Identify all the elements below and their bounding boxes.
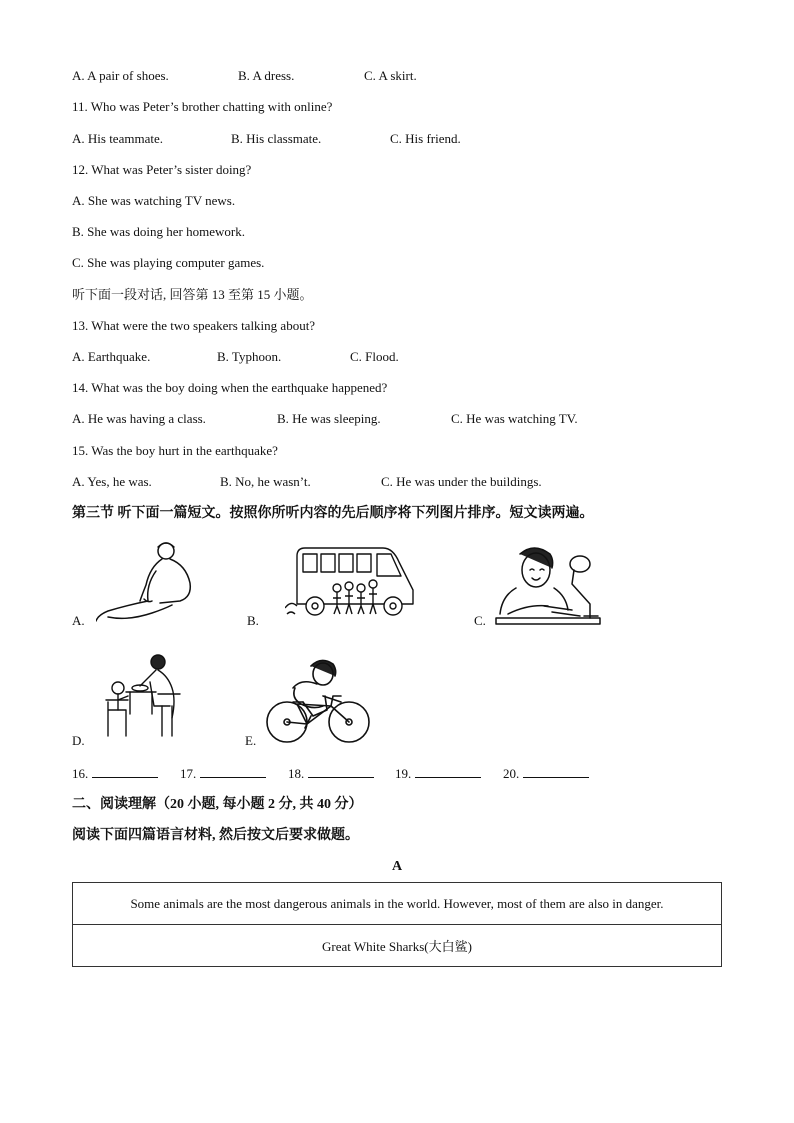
picture-d-label: D. [72,733,85,748]
picture-c-label: C. [474,613,486,628]
answer-20-blank[interactable] [523,765,589,778]
q11-option-c: C. His friend. [390,131,461,146]
massage-helping-person-icon [96,537,212,629]
boy-riding-bicycle-icon [265,658,371,746]
picture-b-label: B. [247,613,259,628]
q15-question: 15. Was the boy hurt in the earthquake? [72,443,278,458]
q13-question: 13. What were the two speakers talking about? [72,318,316,333]
answer-16-label: 16. [72,766,89,781]
mother-feeding-child-icon [100,652,186,738]
answer-17-label: 17. [180,766,197,781]
answer-20-label: 20. [503,766,520,781]
answer-18-blank[interactable] [308,765,374,778]
q12-question: 12. What was Peter’s sister doing? [72,162,252,177]
picture-a-label: A. [72,613,85,628]
listening-instruction: 听下面一段对话, 回答第 13 至第 15 小题。 [72,287,313,302]
q15-option-c: C. He was under the buildings. [381,474,542,489]
passage-a-label: A [391,859,403,874]
q10-option-c: C. A skirt. [364,68,417,83]
bus-with-children-icon [285,542,421,620]
passage-a-table [72,882,722,967]
table-row [73,925,722,967]
q12-option-a: A. She was watching TV news. [72,193,236,208]
q10-option-a: A. A pair of shoes. [72,68,169,83]
q15-option-a: A. Yes, he was. [72,474,152,489]
q12-option-c: C. She was playing computer games. [72,255,265,270]
table-row [73,883,722,925]
answer-19-blank[interactable] [415,765,481,778]
section3-title: 第三节 听下面一篇短文。按照你所听内容的先后顺序将下列图片排序。短文读两遍。 [72,506,594,521]
q14-option-a: A. He was having a class. [72,411,206,426]
q13-option-a: A. Earthquake. [72,349,151,364]
answer-18-label: 18. [288,766,305,781]
part2-title: 二、阅读理解（20 小题, 每小题 2 分, 共 40 分） [72,797,363,812]
q11-question: 11. Who was Peter’s brother chatting with online? [72,99,333,114]
answer-17-blank[interactable] [200,765,266,778]
answer-17[interactable] [180,765,266,782]
answer-16-blank[interactable] [92,765,158,778]
q11-option-a: A. His teammate. [72,131,163,146]
part2-instruction: 阅读下面四篇语言材料, 然后按文后要求做题。 [72,828,359,843]
q13-option-b: B. Typhoon. [217,349,282,364]
table-shark-heading-cell: Great White Sharks(大白鲨) [73,925,722,967]
q11-option-b: B. His classmate. [231,131,322,146]
q10-option-b: B. A dress. [238,68,295,83]
boy-studying-with-lamp-icon [494,544,604,626]
table-intro-cell: Some animals are the most dangerous animals in the world. However, most of them are also in danger. [73,883,722,925]
answer-20[interactable] [503,765,589,782]
q14-option-b: B. He was sleeping. [277,411,381,426]
q14-option-c: C. He was watching TV. [451,411,578,426]
picture-e-label: E. [245,733,257,748]
answer-19-label: 19. [395,766,412,781]
q14-question: 14. What was the boy doing when the earthquake happened? [72,380,388,395]
answer-18[interactable] [288,765,374,782]
q12-option-b: B. She was doing her homework. [72,224,245,239]
q13-option-c: C. Flood. [350,349,399,364]
q15-option-b: B. No, he wasn’t. [220,474,311,489]
answer-16[interactable] [72,765,158,782]
answer-19[interactable] [395,765,481,782]
